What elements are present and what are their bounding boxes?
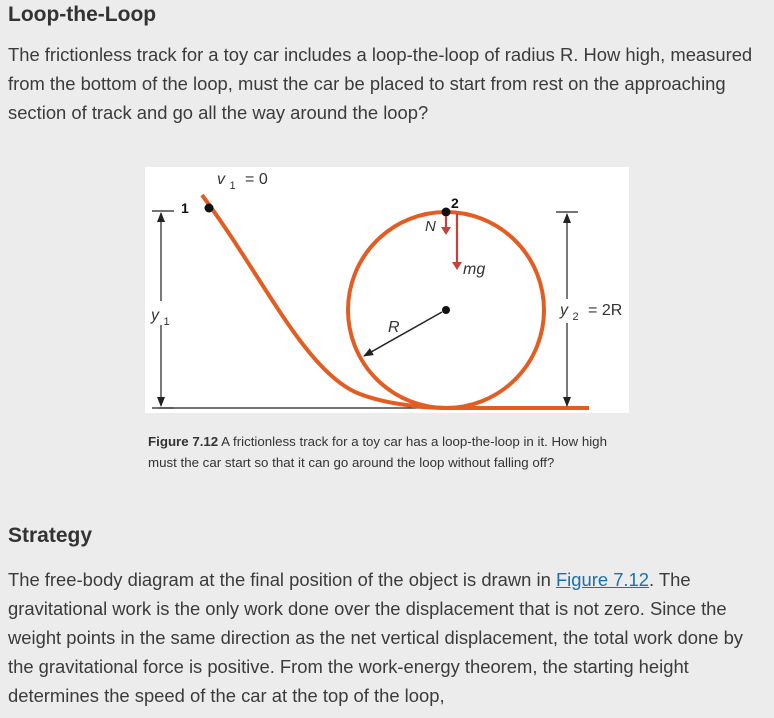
radius-label: R: [388, 319, 400, 336]
weight-force-label: mg: [463, 261, 486, 278]
strategy-text: [8, 565, 770, 710]
y1-symbol: y: [151, 307, 159, 324]
v1-subscript: 1: [229, 180, 236, 192]
radius-arrow: [364, 312, 442, 356]
strategy-text-start: The free-body diagram at the final position of the object is drawn in: [8, 569, 556, 590]
approach-ramp: [202, 195, 446, 408]
v1-equals: = 0: [245, 171, 268, 188]
v1-label: [217, 171, 268, 193]
y2-label: [559, 302, 622, 324]
y1-label: [150, 307, 170, 328]
point-2-dot: [442, 208, 451, 217]
point-1-label: 1: [181, 200, 189, 216]
v1-symbol: v: [217, 171, 225, 188]
caption-label: Figure 7.12: [148, 434, 219, 449]
section-title: Loop-the-Loop: [8, 3, 157, 26]
loop-center-dot: [442, 306, 450, 314]
y1-subscript: 1: [163, 316, 170, 328]
point-1-dot: [205, 204, 214, 213]
strategy-heading: Strategy: [8, 524, 93, 547]
y2-equals: = 2R: [588, 302, 623, 319]
strategy-text-end: . The gravitational work is the only work done over the displacement that is not zero. Since the weight points in the same direction as the net vertical displacement, the total work done by the gravitational force is positive. From the work-energy theorem, the starting height determines the speed of the car at the top of the loop,: [8, 569, 744, 706]
figure-caption: [148, 431, 618, 473]
problem-text: The frictionless track for a toy car includes a loop-the-loop of radius R. How high, measured from the bottom of the loop, must the car be placed to start from rest on the approaching section of track and go all the way around the loop?: [8, 44, 753, 123]
y2-symbol: y: [560, 302, 568, 319]
caption-text: A frictionless track for a toy car has a loop-the-loop in it. How high must the car start so that it can go around the loop without falling off?: [148, 434, 607, 470]
y2-subscript: 2: [572, 311, 579, 323]
loop-the-loop-diagram: [145, 167, 629, 413]
normal-force-label: N: [425, 218, 436, 235]
point-2-label: 2: [451, 195, 459, 211]
figure-7-12-link[interactable]: Figure 7.12: [555, 569, 649, 590]
